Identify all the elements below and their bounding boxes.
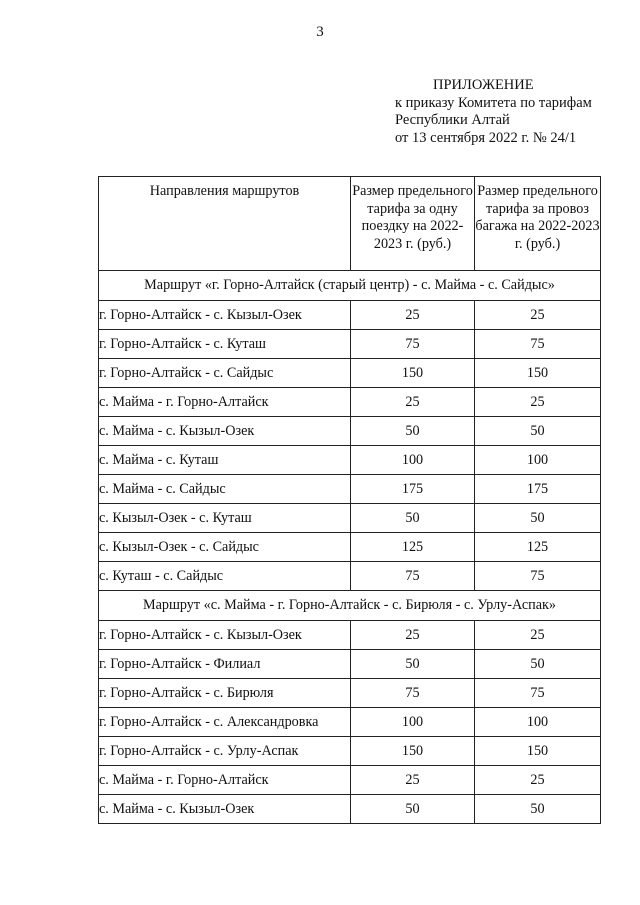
table-header-row [99,177,601,271]
route-cell: с. Майма - с. Кызыл-Озек [99,417,351,446]
table-row [99,388,601,417]
table-row [99,301,601,330]
fare-cell: 75 [351,330,475,359]
table-row [99,562,601,591]
table-row [99,708,601,737]
route-cell: с. Майма - г. Горно-Алтайск [99,388,351,417]
route-cell: г. Горно-Алтайск - с. Куташ [99,330,351,359]
fare-cell: 50 [351,504,475,533]
page-number: 3 [316,24,324,40]
fare-cell: 150 [351,737,475,766]
fare-cell: 150 [351,359,475,388]
fare-cell: 75 [351,562,475,591]
baggage-cell: 150 [475,359,601,388]
fare-cell: 25 [351,621,475,650]
route-cell: с. Майма - с. Кызыл-Озек [99,795,351,824]
fare-cell: 75 [351,679,475,708]
route-cell: г. Горно-Алтайск - Филиал [99,650,351,679]
fare-cell: 25 [351,388,475,417]
fare-cell: 125 [351,533,475,562]
table-row [99,737,601,766]
route-cell: г. Горно-Алтайск - с. Урлу-Аспак [99,737,351,766]
route-cell: с. Кызыл-Озек - с. Сайдыс [99,533,351,562]
fare-cell: 100 [351,708,475,737]
route-cell: с. Майма - с. Куташ [99,446,351,475]
table-row [99,446,601,475]
route-cell: г. Горно-Алтайск - с. Бирюля [99,679,351,708]
table-row [99,795,601,824]
fare-cell: 25 [351,766,475,795]
baggage-cell: 25 [475,301,601,330]
baggage-cell: 100 [475,708,601,737]
appendix-title: ПРИЛОЖЕНИЕ [433,77,534,93]
route-cell: с. Кызыл-Озек - с. Куташ [99,504,351,533]
baggage-cell: 175 [475,475,601,504]
route-cell: с. Куташ - с. Сайдыс [99,562,351,591]
table-row [99,359,601,388]
route-cell: с. Майма - с. Сайдыс [99,475,351,504]
baggage-cell: 50 [475,504,601,533]
appendix-line: от 13 сентября 2022 г. № 24/1 [395,129,577,146]
header-fare: Размер предельного тарифа за одну поездку на 2022-2023 г. (руб.) [351,177,475,271]
route-section-row [99,591,601,621]
fare-cell: 25 [351,301,475,330]
table-row [99,679,601,708]
baggage-cell: 25 [475,766,601,795]
fare-cell: 50 [351,417,475,446]
fare-cell: 175 [351,475,475,504]
table-row [99,504,601,533]
appendix-line: к приказу Комитета по тарифам [395,94,592,111]
baggage-cell: 75 [475,562,601,591]
table-body [99,271,601,824]
route-cell: г. Горно-Алтайск - с. Кызыл-Озек [99,301,351,330]
route-section-title: Маршрут «г. Горно-Алтайск (старый центр) - с. Майма - с. Сайдыс» [99,271,601,301]
table-row [99,766,601,795]
baggage-cell: 50 [475,795,601,824]
baggage-cell: 50 [475,650,601,679]
baggage-cell: 75 [475,679,601,708]
table-row [99,330,601,359]
header-baggage: Размер предельного тарифа за провоз багажа на 2022-2023 г. (руб.) [475,177,601,271]
tariff-table [98,176,601,824]
route-cell: г. Горно-Алтайск - с. Александровка [99,708,351,737]
route-section-title: Маршрут «с. Майма - г. Горно-Алтайск - с. Бирюля - с. Урлу-Аспак» [99,591,601,621]
baggage-cell: 50 [475,417,601,446]
appendix-block [395,77,592,147]
baggage-cell: 75 [475,330,601,359]
baggage-cell: 25 [475,621,601,650]
header-route: Направления маршрутов [99,177,351,271]
appendix-line: Республики Алтай [395,112,510,128]
fare-cell: 50 [351,795,475,824]
table-row [99,533,601,562]
route-cell: г. Горно-Алтайск - с. Сайдыс [99,359,351,388]
route-section-row [99,271,601,301]
route-cell: с. Майма - г. Горно-Алтайск [99,766,351,795]
fare-cell: 100 [351,446,475,475]
route-cell: г. Горно-Алтайск - с. Кызыл-Озек [99,621,351,650]
table-row [99,621,601,650]
table-row [99,417,601,446]
table-row [99,475,601,504]
baggage-cell: 25 [475,388,601,417]
fare-cell: 50 [351,650,475,679]
table-row [99,650,601,679]
baggage-cell: 150 [475,737,601,766]
baggage-cell: 100 [475,446,601,475]
baggage-cell: 125 [475,533,601,562]
